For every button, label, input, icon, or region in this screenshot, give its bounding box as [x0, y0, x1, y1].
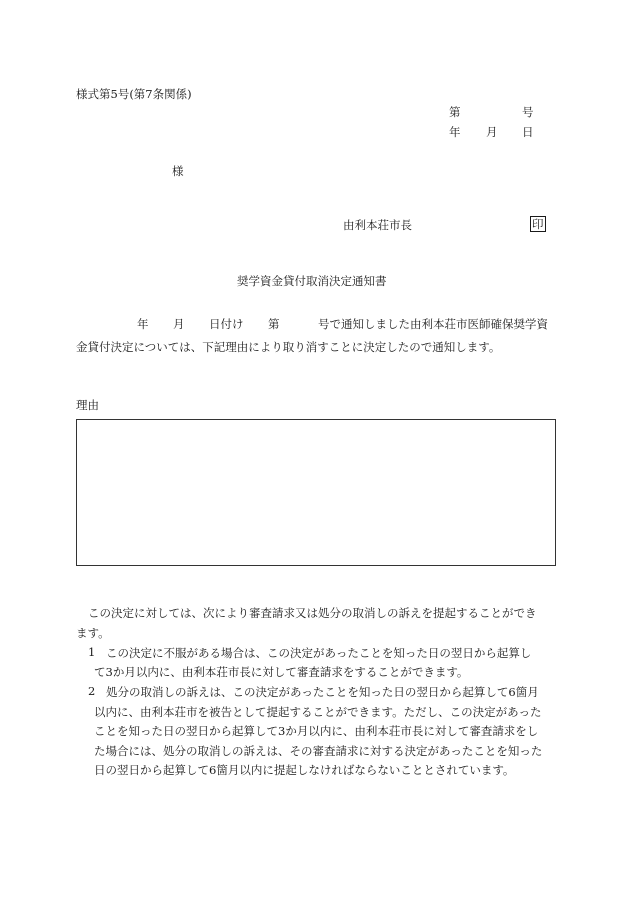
notice-item2-line3: ことを知った日の翌日から起算して3か月以内に、由利本荘市長に対して審査請求をし [94, 724, 539, 738]
reason-label: 理由 [76, 398, 99, 412]
body-month: 月 [173, 317, 185, 331]
document-title: 奨学資金貸付取消決定通知書 [237, 274, 387, 288]
reason-box [76, 419, 556, 566]
notice-item1-line1: この決定に不服がある場合は、この決定があったことを知った日の翌日から起算し [106, 646, 532, 660]
notice-item2-line1: 処分の取消しの訴えは、この決定があったことを知った日の翌日から起算して6箇月 [106, 685, 539, 699]
date-day: 日 [522, 125, 534, 139]
seal-mark [530, 216, 546, 232]
notice-item1-number: 1 [88, 645, 96, 659]
body-line2: 金貸付決定については、下記理由により取り消すことに決定したので通知します。 [76, 340, 501, 354]
doc-number-dai: 第 [449, 105, 461, 119]
notice-intro-line1: この決定に対しては、次により審査請求又は処分の取消しの訴えを提起することができ [88, 606, 537, 620]
issuer-name: 由利本荘市長 [343, 218, 412, 232]
notice-item2-line5: 日の翌日から起算して6箇月以内に提起しなければならないこととされています。 [94, 763, 515, 777]
body-dated: 日付け [209, 317, 244, 331]
doc-number-go: 号 [522, 105, 534, 119]
form-number: 様式第5号(第7条関係) [76, 87, 192, 101]
notice-intro-line2: ます。 [76, 626, 110, 640]
notice-item2-line4: た場合には、処分の取消しの訴えは、その審査請求に対する決定があったことを知った [94, 744, 543, 758]
body-line1-tail: 号で通知しました由利本荘市医師確保奨学資 [318, 317, 548, 331]
addressee-suffix: 様 [172, 164, 184, 178]
seal-icon: 印 [532, 217, 544, 231]
notice-item2-number: 2 [88, 684, 96, 698]
body-year: 年 [137, 317, 149, 331]
body-dai: 第 [268, 317, 280, 331]
date-year: 年 [449, 125, 461, 139]
date-month: 月 [486, 125, 498, 139]
notice-item1-line2: て3か月以内に、由利本荘市長に対して審査請求をすることができます。 [94, 665, 469, 679]
notice-item2-line2: 以内に、由利本荘市を被告として提起することができます。ただし、この決定があった [94, 705, 542, 719]
